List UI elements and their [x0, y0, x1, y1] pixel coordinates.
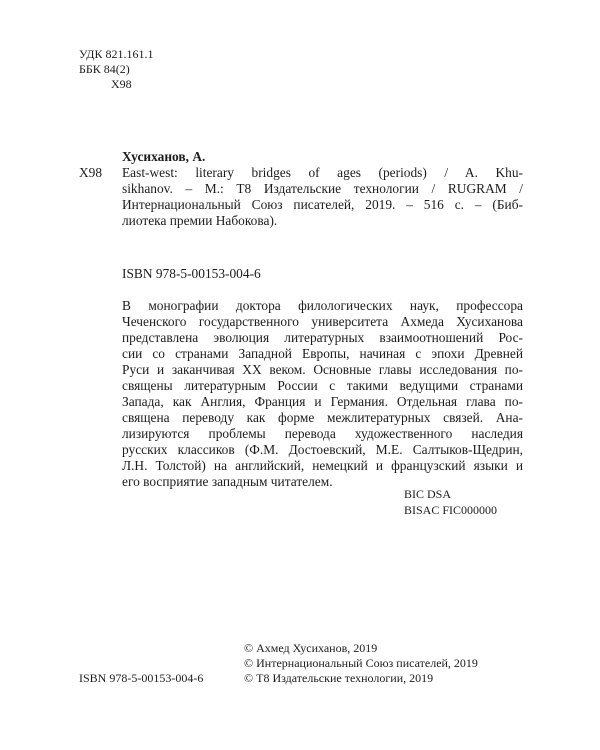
bisac-code: BISAC FIC000000: [404, 503, 498, 517]
copyright-line: © Ахмед Хусиханов, 2019: [244, 641, 378, 655]
bbk-code: ББК 84(2): [79, 62, 130, 76]
annotation-line: Запада, как Англия, Франция и Германия. Отдельная глава по-: [122, 394, 523, 409]
annotation: [122, 298, 523, 490]
annotation-line: Руси и заканчивая XX веком. Основные главы исследования по-: [122, 362, 523, 377]
annotation-line: В монографии доктора филологических наук, профессора: [122, 298, 523, 313]
copyright-block: [244, 641, 478, 686]
annotation-line: священа переводу как форме межлитературных связей. Ана-: [122, 410, 523, 425]
annotation-line: Л.Н. Толстой) на английский, немецкий и французский языки и: [122, 458, 523, 473]
record-line: East-west: literary bridges of ages (periods) / A. Khu-: [122, 165, 523, 180]
bibliographic-description: [122, 165, 523, 229]
annotation-line: Чеченского государственного университета Ахмеда Хусиханова: [122, 314, 523, 329]
author-mark-code: Х98: [111, 77, 132, 91]
record-line: лиотека премии Набокова).: [122, 213, 278, 228]
annotation-line: священы литературным России с такими ведущими странами: [122, 378, 523, 393]
copyright-line: © Интернациональный Союз писателей, 2019: [244, 656, 478, 670]
record-isbn: ISBN 978-5-00153-004-6: [122, 266, 261, 281]
author-heading: Хусиханов, А.: [122, 149, 206, 164]
record-author-mark: Х98: [79, 165, 103, 180]
annotation-line: русских классиков (Ф.М. Достоевский, М.Е. Салтыков-Щедрин,: [122, 442, 523, 457]
udk-code: УДК 821.161.1: [79, 47, 154, 61]
annotation-line: лизируются проблемы перевода художественного наследия: [122, 426, 523, 441]
record-line: Интернациональный Союз писателей, 2019. – 516 с. – (Биб-: [122, 197, 523, 212]
bic-code: BIC DSA: [404, 487, 452, 501]
annotation-line: его восприятие западным читателем.: [122, 474, 333, 489]
footer-isbn: ISBN 978-5-00153-004-6: [79, 671, 204, 685]
copyright-line: © Т8 Издательские технологии, 2019: [244, 671, 434, 685]
record-line: sikhanov. – М.: Т8 Издательские технологии / RUGRAM /: [122, 181, 523, 196]
annotation-line: сии со странами Западной Европы, начиная с эпохи Древней: [122, 346, 523, 361]
annotation-line: представлена эволюция литературных взаимоотношений Рос-: [122, 330, 523, 345]
